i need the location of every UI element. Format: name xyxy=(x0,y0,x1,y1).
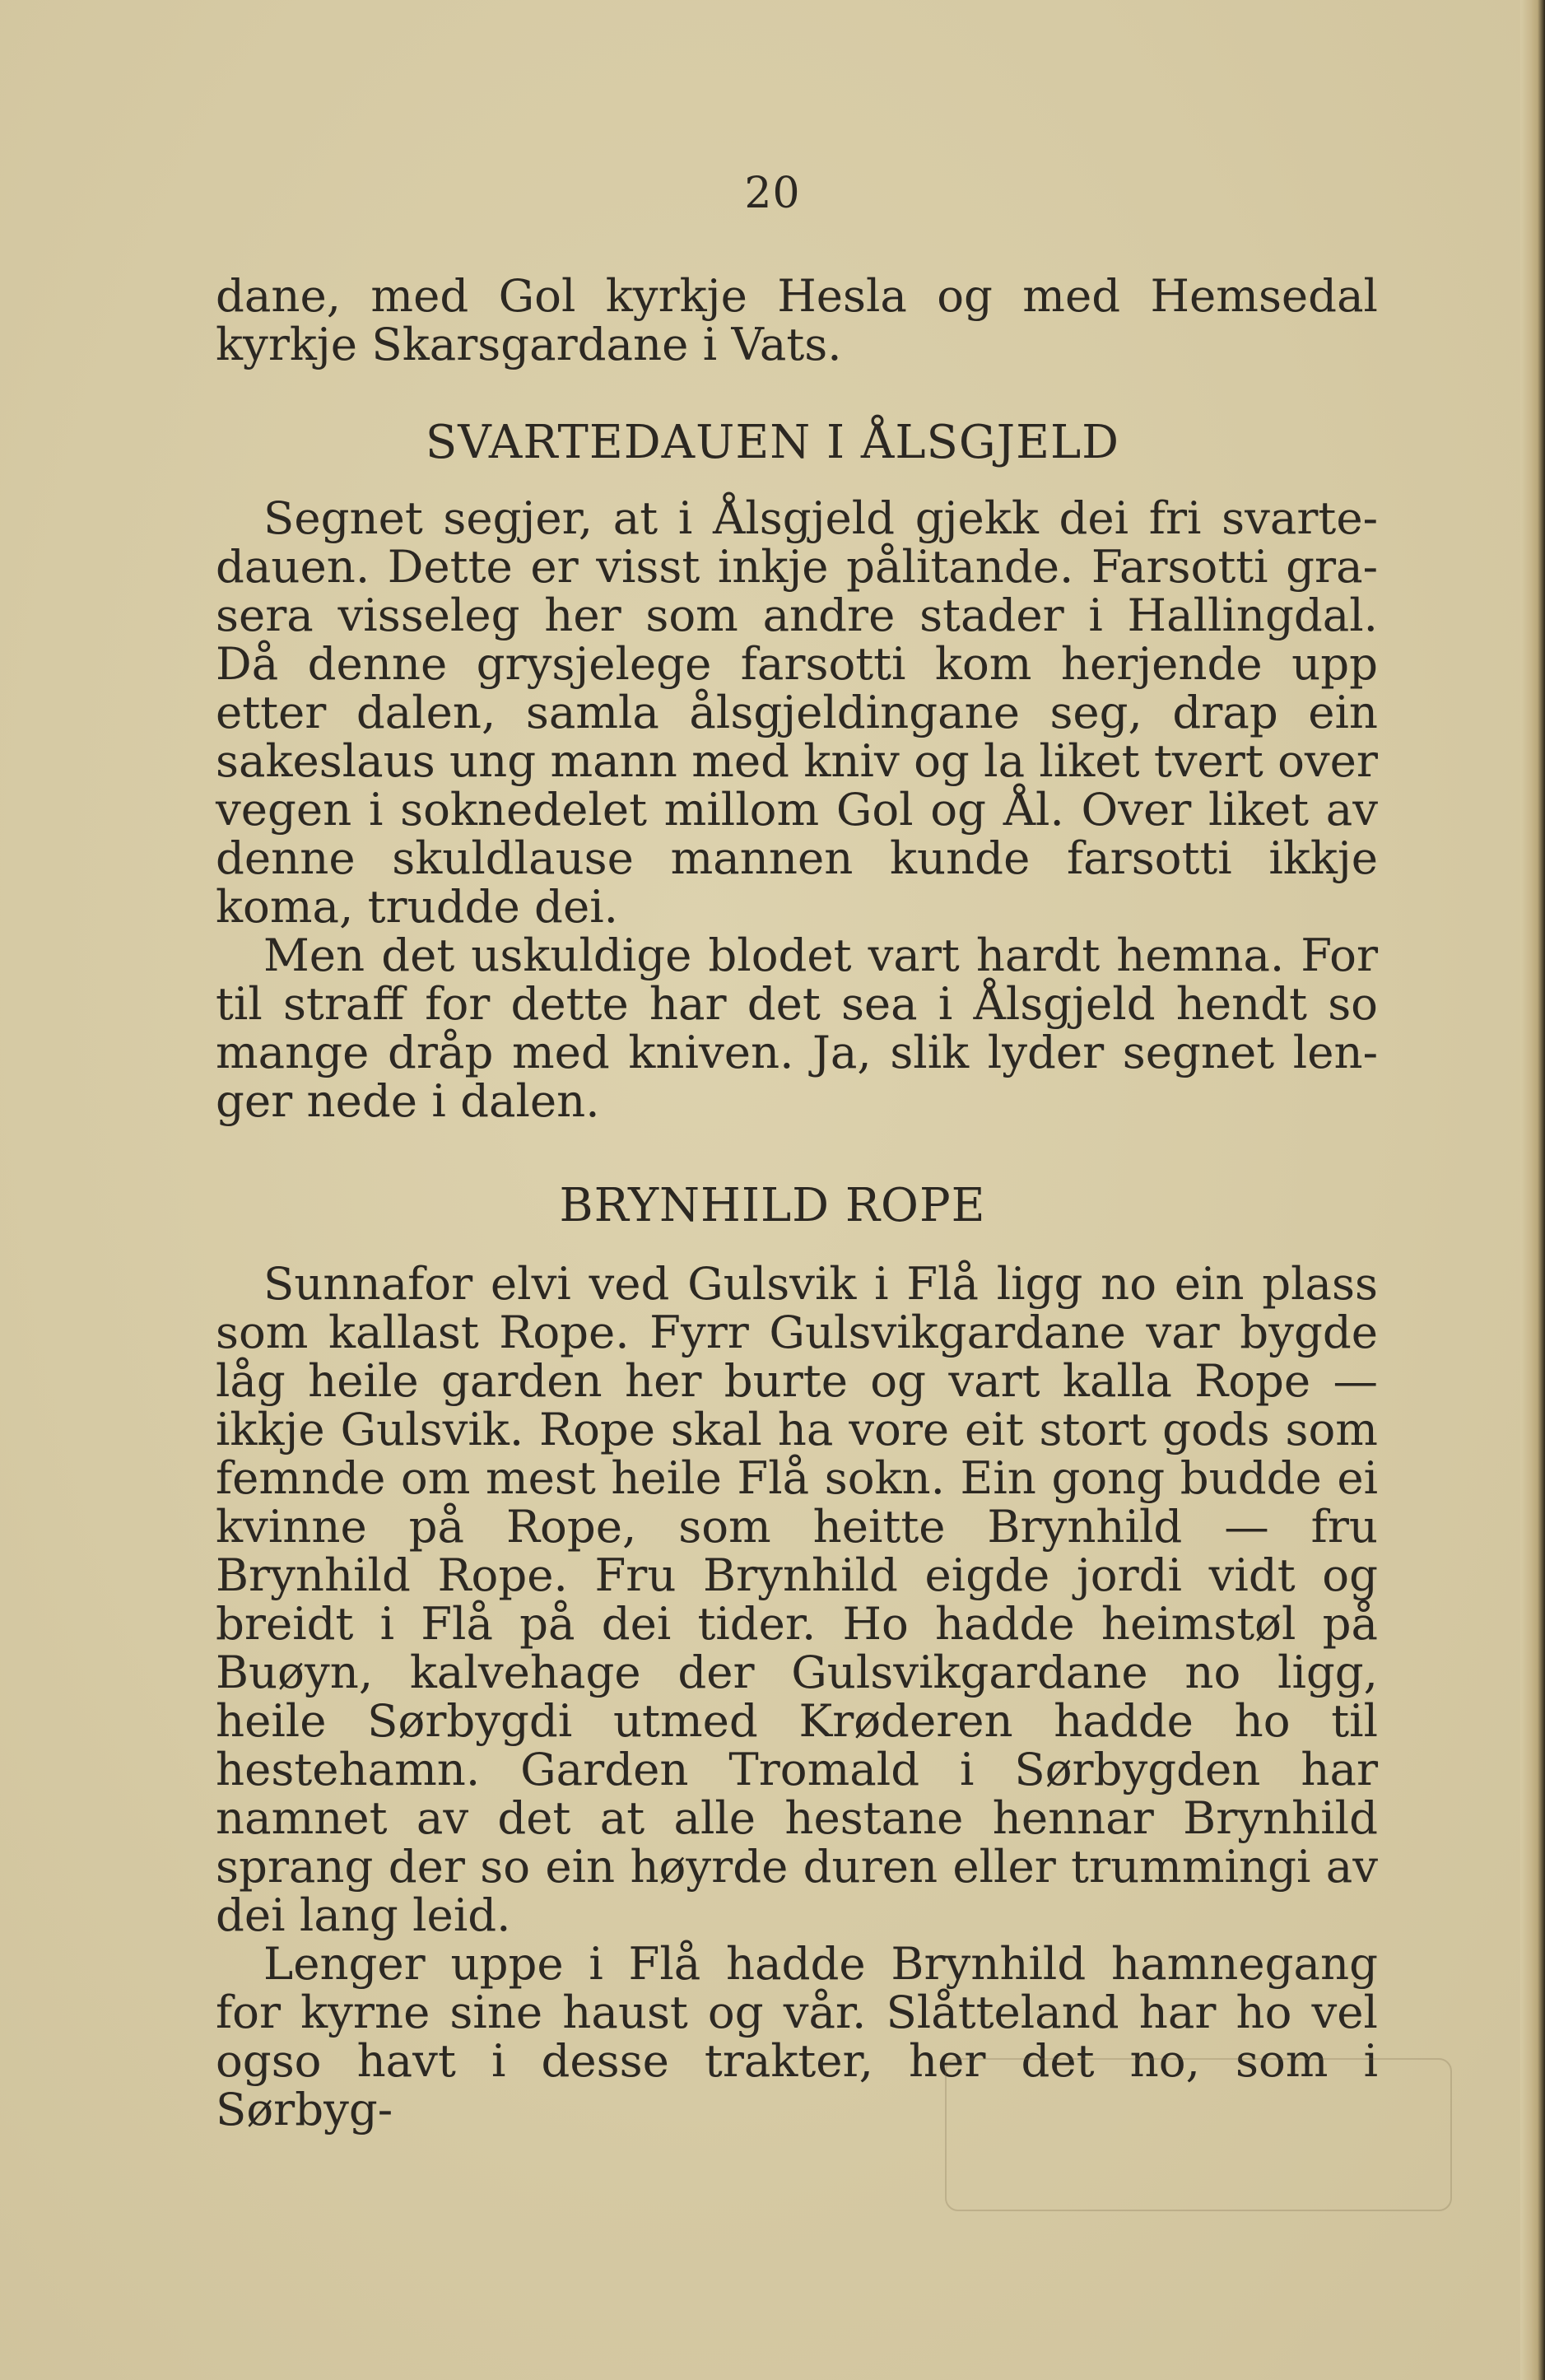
section-body-svartedauen xyxy=(216,491,1378,1127)
intro-text xyxy=(216,269,1378,370)
paragraph: Men det uskuldige blodet vart hardt hemna. For til straff for dette har det sea i Ålsgjeld hendt so mange dråp med kniven. Ja, slik lyder segnet len- ger nede i dalen. xyxy=(216,929,1378,1127)
page-number: 20 xyxy=(744,169,801,218)
paragraph: Lenger uppe i Flå hadde Brynhild hamnegang for kyrne sine haust og vår. Slåtteland har ho vel ogso havt i desse trakter, her det no, som i Sørbyg- xyxy=(216,1937,1378,2135)
section-heading-brynhild-rope: BRYNHILD ROPE xyxy=(559,1179,986,1232)
section-body-brynhild-rope xyxy=(216,1257,1378,2135)
paragraph: Sunnafor elvi ved Gulsvik i Flå ligg no ein plass som kallast Rope. Fyrr Gulsvikgardane var bygde låg heile garden her burte og vart kalla Rope — ikkje Gulsvik. Rope skal ha vore eit stort gods som femnde om mest heile Flå sokn. Ein gong budde ei kvinne på Rope, som heitte Brynhild — fru Brynhild Rope. Fru Brynhild eigde jordi vidt og breidt i Flå på dei tider. Ho hadde heimstøl på Buøyn, kalvehage der Gulsvikgardane no ligg, heile Sørbygdi utmed Krøderen hadde ho til hestehamn. Garden Tromald i Sørbygden har namnet av det at alle hestane hennar Brynhild sprang der so ein høyrde duren eller trummingi av dei lang leid. xyxy=(216,1257,1378,1941)
section-heading-svartedauen: SVARTEDAUEN I ÅLSGJELD xyxy=(425,416,1120,469)
faint-stamp-outline xyxy=(945,2058,1452,2211)
intro-paragraph: dane, med Gol kyrkje Hesla og med Hemsedal kyrkje Skarsgardane i Vats. xyxy=(216,269,1378,370)
paragraph: Segnet segjer, at i Ålsgjeld gjekk dei fri svarte- dauen. Dette er visst inkje pålitande. Farsotti gra- sera visseleg her som andre stader i Hallingdal. Då denne grysjelege farsotti kom herjende upp etter dalen, samla ålsgjeldingane seg, drap ein sakeslaus ung mann med kniv og la liket tvert over vegen i soknedelet millom Gol og Ål. Over liket av denne skuldlause mannen kunde farsotti ikkje koma, trudde dei. xyxy=(216,491,1378,933)
